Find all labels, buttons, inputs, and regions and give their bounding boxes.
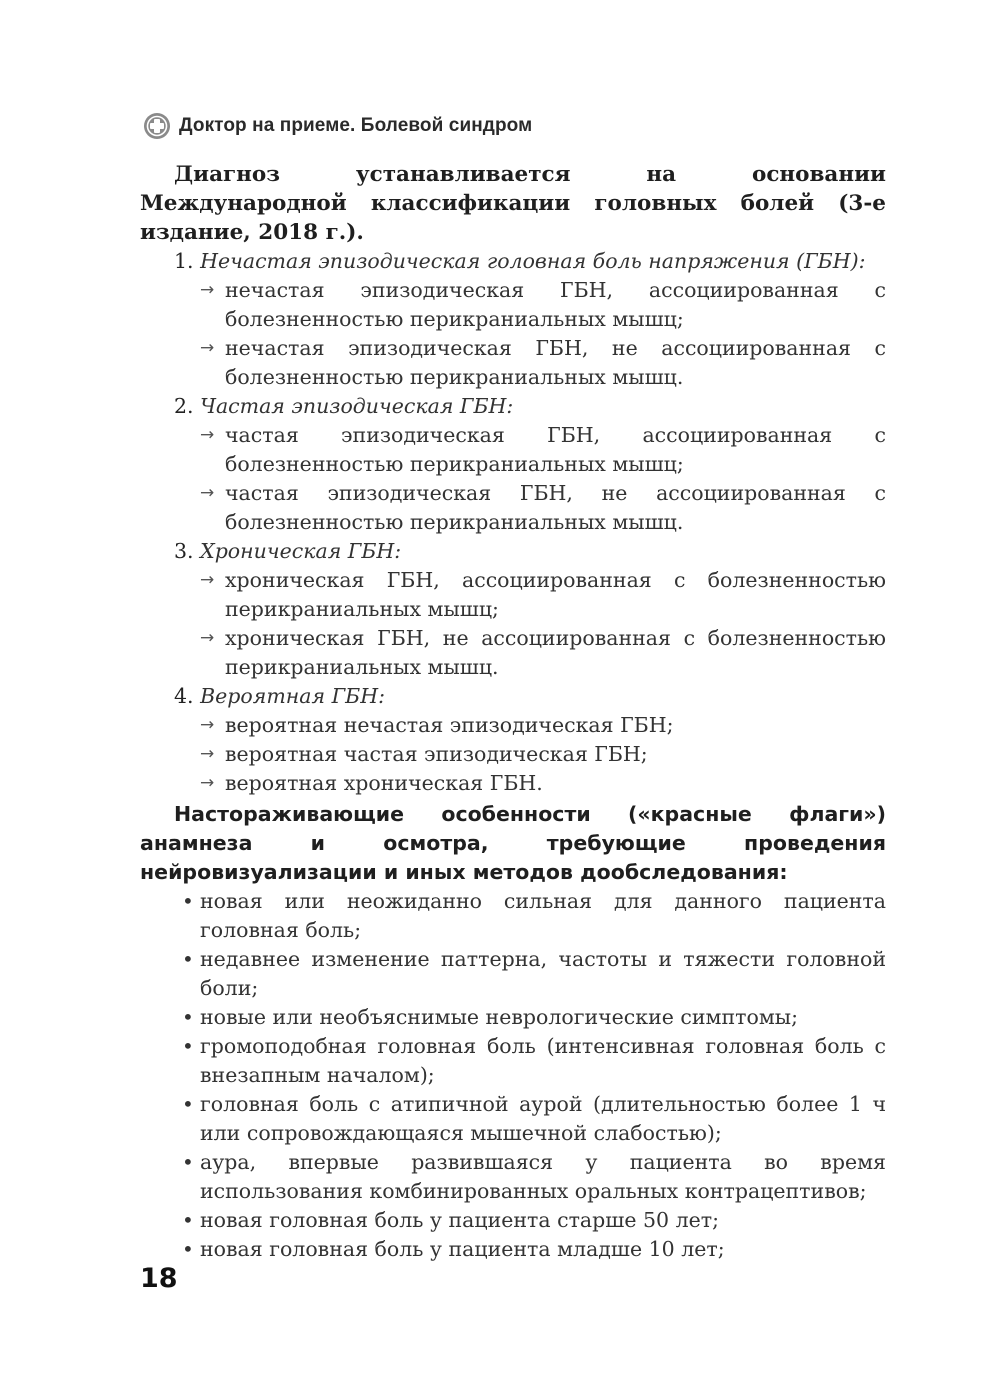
bullet-icon: • (182, 1092, 194, 1116)
list-item: • недавнее изменение паттерна, частоты и тяжести головной боли; (182, 947, 886, 1000)
list-item: → хроническая ГБН, не ассоциированная с болезненностью перикраниальных мышц. (200, 626, 886, 679)
list-item: • новая головная боль у пациента старше 50 лет; (140, 1206, 886, 1235)
bullet-icon: • (182, 889, 194, 913)
list-item: → частая эпизодическая ГБН, не ассоциированная с болезненностью перикраниальных мышц. (200, 481, 886, 534)
section-heading-red-flags: Настораживающие особенности («красные флаги») анамнеза и осмотра, требующие проведения нейровизуализации и иных методов дообследования: (140, 802, 886, 884)
numbered-item (140, 392, 886, 421)
arrow-right-icon: → (200, 715, 215, 735)
arrow-right-icon: → (200, 570, 215, 590)
numbered-item (140, 247, 886, 276)
red-flags-list (140, 887, 886, 1264)
arrow-right-icon: → (200, 280, 215, 300)
page-number: 18 (140, 1263, 178, 1294)
arrow-right-icon: → (200, 628, 215, 648)
list-item: → вероятная хроническая ГБН. (140, 769, 886, 798)
item-number: 4. (174, 684, 194, 708)
list-item: • аура, впервые развившаяся у пациента во время использования комбинированных оральных контрацептивов; (182, 1150, 886, 1203)
sub-list (140, 566, 886, 682)
running-header (143, 111, 532, 141)
sub-list (140, 711, 886, 798)
arrow-right-icon: → (200, 338, 215, 358)
bullet-icon: • (182, 1237, 194, 1261)
item-title: Нечастая эпизодическая головная боль напряжения (ГБН): (200, 249, 866, 273)
arrow-right-icon: → (200, 773, 215, 793)
list-item: → вероятная нечастая эпизодическая ГБН; (140, 711, 886, 740)
list-item: • головная боль с атипичной аурой (длительностью более 1 ч или сопровождающаяся мышечной слабостью); (182, 1092, 886, 1145)
numbered-item (140, 682, 886, 711)
arrow-right-icon: → (200, 425, 215, 445)
list-item: → нечастая эпизодическая ГБН, не ассоциированная с болезненностью перикраниальных мышц. (200, 336, 886, 389)
arrow-right-icon: → (200, 744, 215, 764)
item-number: 2. (174, 394, 194, 418)
sub-list (140, 276, 886, 392)
bullet-icon: • (182, 1208, 194, 1232)
arrow-right-icon: → (200, 483, 215, 503)
list-item: • новая или неожиданно сильная для данного пациента головная боль; (182, 889, 886, 942)
item-title: Частая эпизодическая ГБН: (200, 394, 514, 418)
header-title: Доктор на приеме. Болевой синдром (179, 115, 533, 136)
section-heading-diagnosis: Диагноз устанавливается на основании Международной классификации головных болей (3-е издание, 2018 г.). (140, 162, 886, 245)
list-item: • громоподобная головная боль (интенсивная головная боль с внезапным началом); (182, 1034, 886, 1087)
list-item: → хроническая ГБН, ассоциированная с болезненностью перикраниальных мышц; (200, 568, 886, 621)
list-item: • новая головная боль у пациента младше 10 лет; (140, 1235, 886, 1264)
list-item: • новые или необъяснимые неврологические симптомы; (140, 1003, 886, 1032)
numbered-item (140, 537, 886, 566)
list-item: → нечастая эпизодическая ГБН, ассоциированная с болезненностью перикраниальных мышц; (200, 278, 886, 331)
plus-circle-icon (143, 112, 171, 140)
list-item: → частая эпизодическая ГБН, ассоциированная с болезненностью перикраниальных мышц; (200, 423, 886, 476)
list-item: → вероятная частая эпизодическая ГБН; (140, 740, 886, 769)
bullet-icon: • (182, 1005, 194, 1029)
sub-list (140, 421, 886, 537)
item-number: 1. (174, 249, 194, 273)
item-title: Хроническая ГБН: (200, 539, 402, 563)
bullet-icon: • (182, 1034, 194, 1058)
bullet-icon: • (182, 1150, 194, 1174)
bullet-icon: • (182, 947, 194, 971)
page-content (140, 160, 886, 1264)
item-title: Вероятная ГБН: (200, 684, 386, 708)
item-number: 3. (174, 539, 194, 563)
